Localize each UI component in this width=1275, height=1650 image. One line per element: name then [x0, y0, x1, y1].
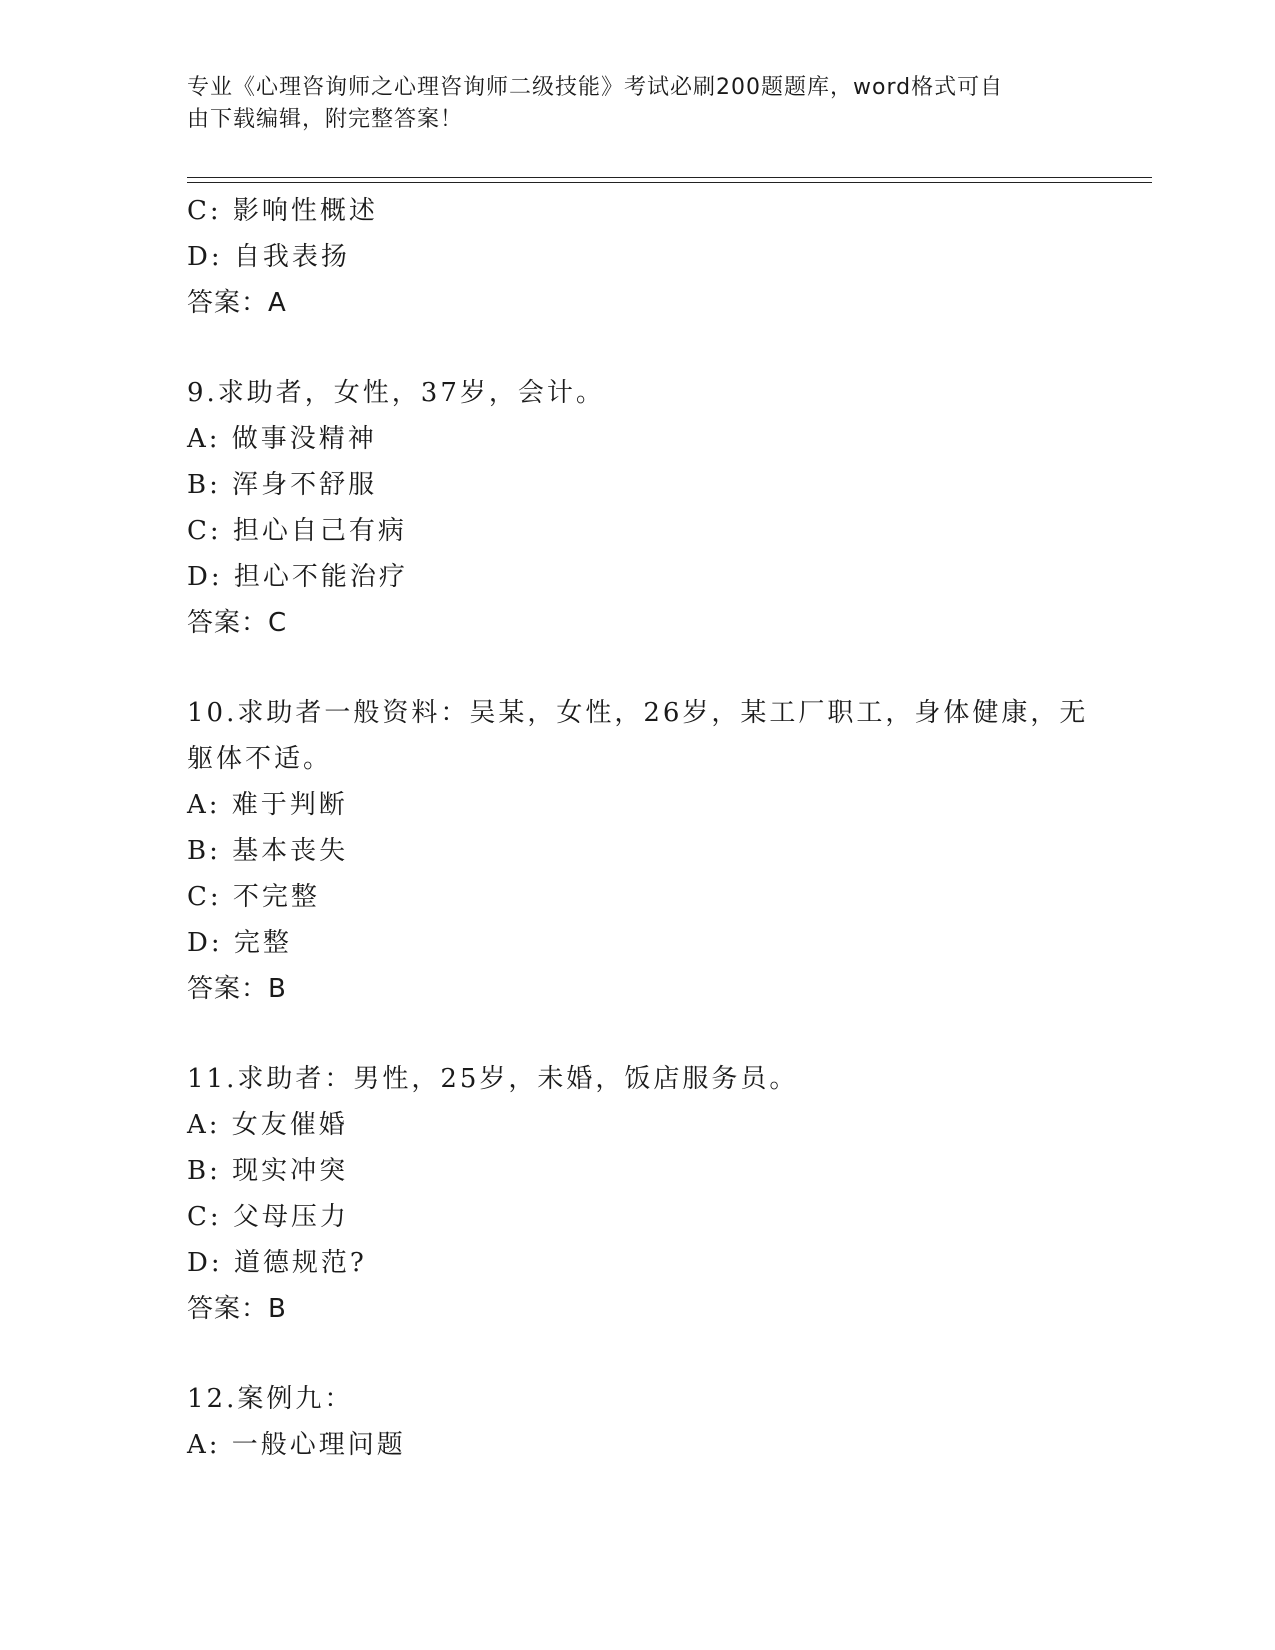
spacer	[187, 1012, 1087, 1056]
header-rule-bottom	[187, 182, 1152, 183]
question-stem: 11.求助者：男性，25岁，未婚，饭店服务员。	[187, 1064, 799, 1094]
option-b: B: 现实冲突	[187, 1156, 349, 1186]
spacer	[187, 646, 1087, 690]
question-stem-line-1: 10.求助者一般资料：吴某，女性，26岁，某工厂职工，身体健康，无	[187, 698, 1089, 728]
header-rule-top	[187, 177, 1152, 178]
option-a: A: 女友催婚	[187, 1110, 348, 1140]
header-line-2: 由下载编辑，附完整答案！	[187, 107, 464, 132]
option-d: D: 担心不能治疗	[187, 562, 408, 592]
spacer	[187, 326, 1087, 370]
question-block-10	[187, 690, 1087, 1012]
spacer	[187, 1332, 1087, 1376]
answer-line: 答案：B	[187, 1294, 287, 1324]
question-block-9	[187, 370, 1087, 646]
header-line-1: 专业《心理咨询师之心理咨询师二级技能》考试必刷200题题库，word格式可自	[187, 75, 1004, 100]
question-block-11	[187, 1056, 1087, 1332]
answer-line: 答案：A	[187, 288, 287, 318]
document-header	[187, 72, 1067, 136]
option-a: A: 一般心理问题	[187, 1430, 406, 1460]
option-c: C: 担心自己有病	[187, 516, 407, 546]
answer-line: 答案：C	[187, 608, 288, 638]
option-b: B: 浑身不舒服	[187, 470, 378, 500]
option-d: D: 道德规范?	[187, 1248, 367, 1278]
question-stem-line-2: 躯体不适。	[187, 744, 333, 774]
question-stem: 9.求助者，女性，37岁，会计。	[187, 378, 605, 408]
option-c: C: 父母压力	[187, 1202, 349, 1232]
option-a: A: 难于判断	[187, 790, 348, 820]
question-block-previous	[187, 188, 1087, 326]
question-stem: 12.案例九：	[187, 1384, 354, 1414]
option-d: D: 完整	[187, 928, 292, 958]
option-d: D: 自我表扬	[187, 242, 350, 272]
option-c: C: 影响性概述	[187, 196, 378, 226]
question-block-12	[187, 1376, 1087, 1468]
option-c: C: 不完整	[187, 882, 320, 912]
question-list	[187, 188, 1087, 1468]
answer-line: 答案：B	[187, 974, 287, 1004]
option-b: B: 基本丧失	[187, 836, 349, 866]
option-a: A: 做事没精神	[187, 424, 377, 454]
